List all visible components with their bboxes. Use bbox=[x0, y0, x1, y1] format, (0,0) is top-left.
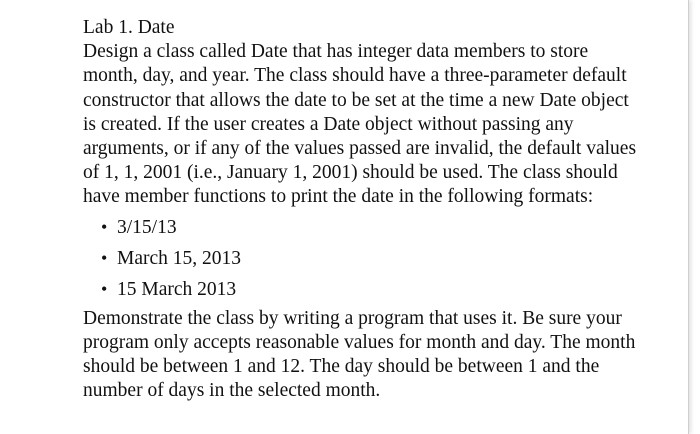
date-format-list bbox=[83, 212, 643, 305]
bullet-icon: • bbox=[101, 216, 108, 237]
date-format-day-first: 15 March 2013 bbox=[117, 278, 237, 300]
date-format-short: 3/15/13 bbox=[117, 216, 177, 238]
closing-paragraph: Demonstrate the class by writing a program that uses it. Be sure your program only accepts reasonable values for month and day. The month should be between 1 and 12. The day should be between 1 and the number of days in the selected month. bbox=[83, 307, 636, 402]
list-item bbox=[101, 243, 643, 274]
document-content bbox=[83, 16, 643, 403]
bullet-icon: • bbox=[101, 278, 108, 299]
lab-title: Lab 1. Date bbox=[83, 17, 175, 38]
date-format-long: March 15, 2013 bbox=[117, 247, 242, 269]
list-item bbox=[101, 274, 643, 305]
intro-paragraph: Design a class called Date that has integer data members to store month, day, and year. The class should have a three-parameter default constructor that allows the date to be set at the time a new Date object is created. If the user creates a Date object without passing any arguments, or if any of the values passed are invalid, the default values of 1, 1, 2001 (i.e., January 1, 2001) should be used. The class should have member functions to print the date in the following formats: bbox=[83, 41, 637, 208]
list-item bbox=[101, 212, 643, 243]
bullet-icon: • bbox=[101, 247, 108, 268]
